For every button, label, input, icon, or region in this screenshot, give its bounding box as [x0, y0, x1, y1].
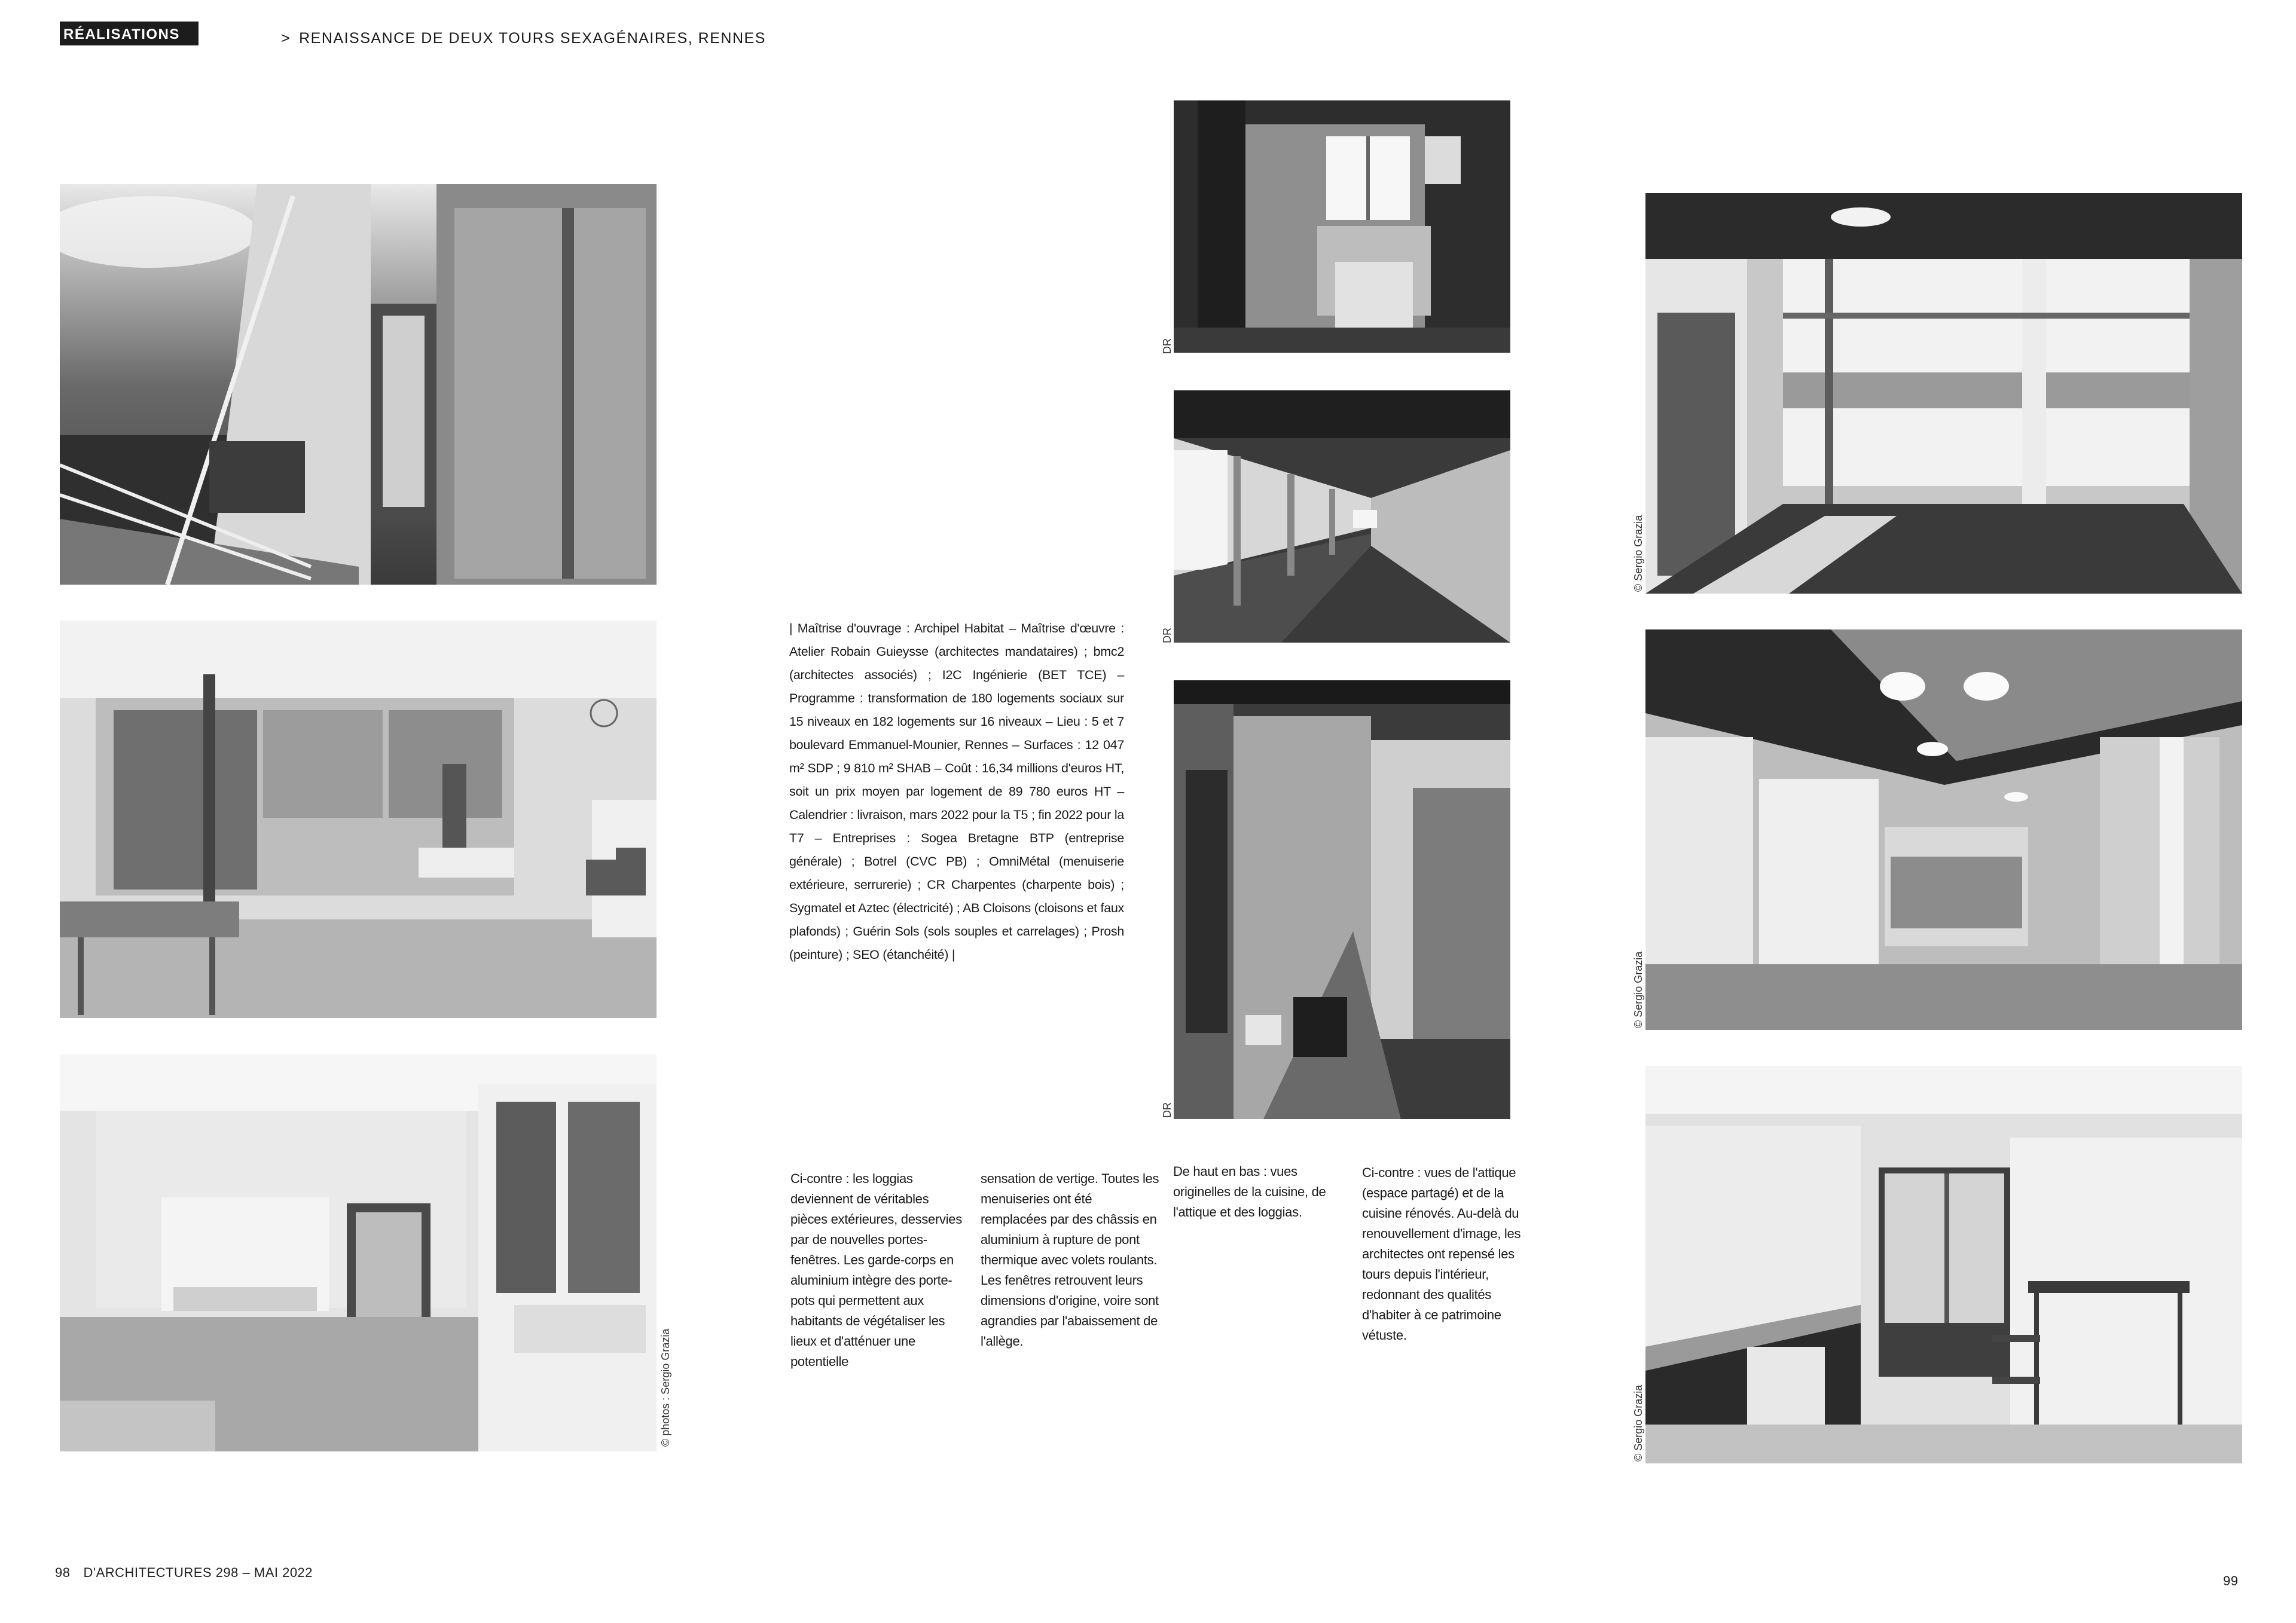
running-head	[281, 30, 766, 47]
caption-original-views: De haut en bas : vues originelles de la cuisine, de l'attique et des loggias.	[1173, 1164, 1326, 1219]
article-title: RENAISSANCE DE DEUX TOURS SEXAGÉNAIRES, RENNES	[299, 30, 766, 47]
photo-attic-common-room	[1645, 629, 2242, 1030]
credit-sergio-grazia-attic: © Sergio Grazia	[1632, 515, 1644, 592]
credit-dr-loggia: DR	[1161, 1102, 1173, 1118]
running-head-arrow: >	[281, 30, 291, 47]
credit-dr-attic: DR	[1161, 628, 1173, 643]
credit-photos-sergio-grazia: © photos : Sergio Grazia	[660, 1328, 671, 1447]
caption-renovated-views: Ci-contre : vues de l'attique (espace partagé) et de la cuisine rénovés. Au-delà du renouvellement d'image, les architectes ont repensé les tours depuis l'intérieur, redonnant des qualités d'habiter à ce patrimoine vétuste.	[1362, 1165, 1521, 1343]
caption-loggias-part2: sensation de vertige. Toutes les menuiseries ont été remplacées par des châssis en aluminium à rupture de pont thermique avec volets roulants. Les fenêtres retrouvent leurs dimensions d'origine, voire sont agrandies par l'abaissement de l'allège.	[981, 1171, 1159, 1349]
credit-sergio-grazia-kitchen: © Sergio Grazia	[1632, 1384, 1644, 1462]
photo-original-attic	[1174, 390, 1510, 643]
page-number-right: 99	[2223, 1573, 2239, 1588]
credit-dr-kitchen: DR	[1161, 338, 1173, 354]
caption-loggias-part1: Ci-contre : les loggias deviennent de véritables pièces extérieures, desservies par de nouvelles portes-fenêtres. Les garde-corps en aluminium intègre des porte-pots qui permettent aux habitants de végétaliser les lieux et d'atténuer une potentielle	[790, 1171, 962, 1369]
photo-attic-panorama	[1645, 193, 2242, 594]
page-number-left: 98	[55, 1565, 71, 1580]
technical-sheet: | Maîtrise d'ouvrage : Archipel Habitat – Maîtrise d'œuvre : Atelier Robain Guieysse (architectes mandataires) ; bmc2 (architectes associés) ; I2C Ingénierie (BET TCE) – Programme : transformation de 180 logements sociaux sur 15 niveaux en 182 logements sur 16 niveaux – Lieu : 5 et 7 boulevard Emmanuel-Mounier, Rennes – Surfaces : 12 047 m² SDP ; 9 810 m² SHAB – Coût : 16,34 millions d'euros HT, soit un prix moyen par logement de 89 780 euros HT – Calendrier : livraison, mars 2022 pour la T5 ; fin 2022 pour la T7 – Entreprises : Sogea Bretagne BTP (entreprise générale) ; Botrel (CVC PB) ; OmniMétal (menuiserie extérieure, serrurerie) ; CR Charpentes (charpente bois) ; Sygmatel et Aztec (électricité) ; AB Cloisons (cloisons et faux plafonds) ; Guérin Sols (sols souples et carrelages) ; Prosh (peinture) ; SEO (étanchéité) |	[789, 621, 1124, 962]
photo-original-loggia	[1174, 680, 1510, 1119]
photo-renovated-kitchen	[1645, 1066, 2242, 1463]
credit-sergio-grazia-common-room: © Sergio Grazia	[1632, 951, 1644, 1028]
footer-left	[55, 1565, 313, 1581]
section-tag: RÉALISATIONS	[60, 22, 199, 45]
photo-original-kitchen	[1174, 100, 1510, 353]
photo-loggia	[60, 184, 657, 585]
photo-living-room	[60, 621, 657, 1018]
magazine-issue: D'ARCHITECTURES 298 – MAI 2022	[83, 1565, 313, 1580]
photo-empty-apartment	[60, 1054, 657, 1451]
